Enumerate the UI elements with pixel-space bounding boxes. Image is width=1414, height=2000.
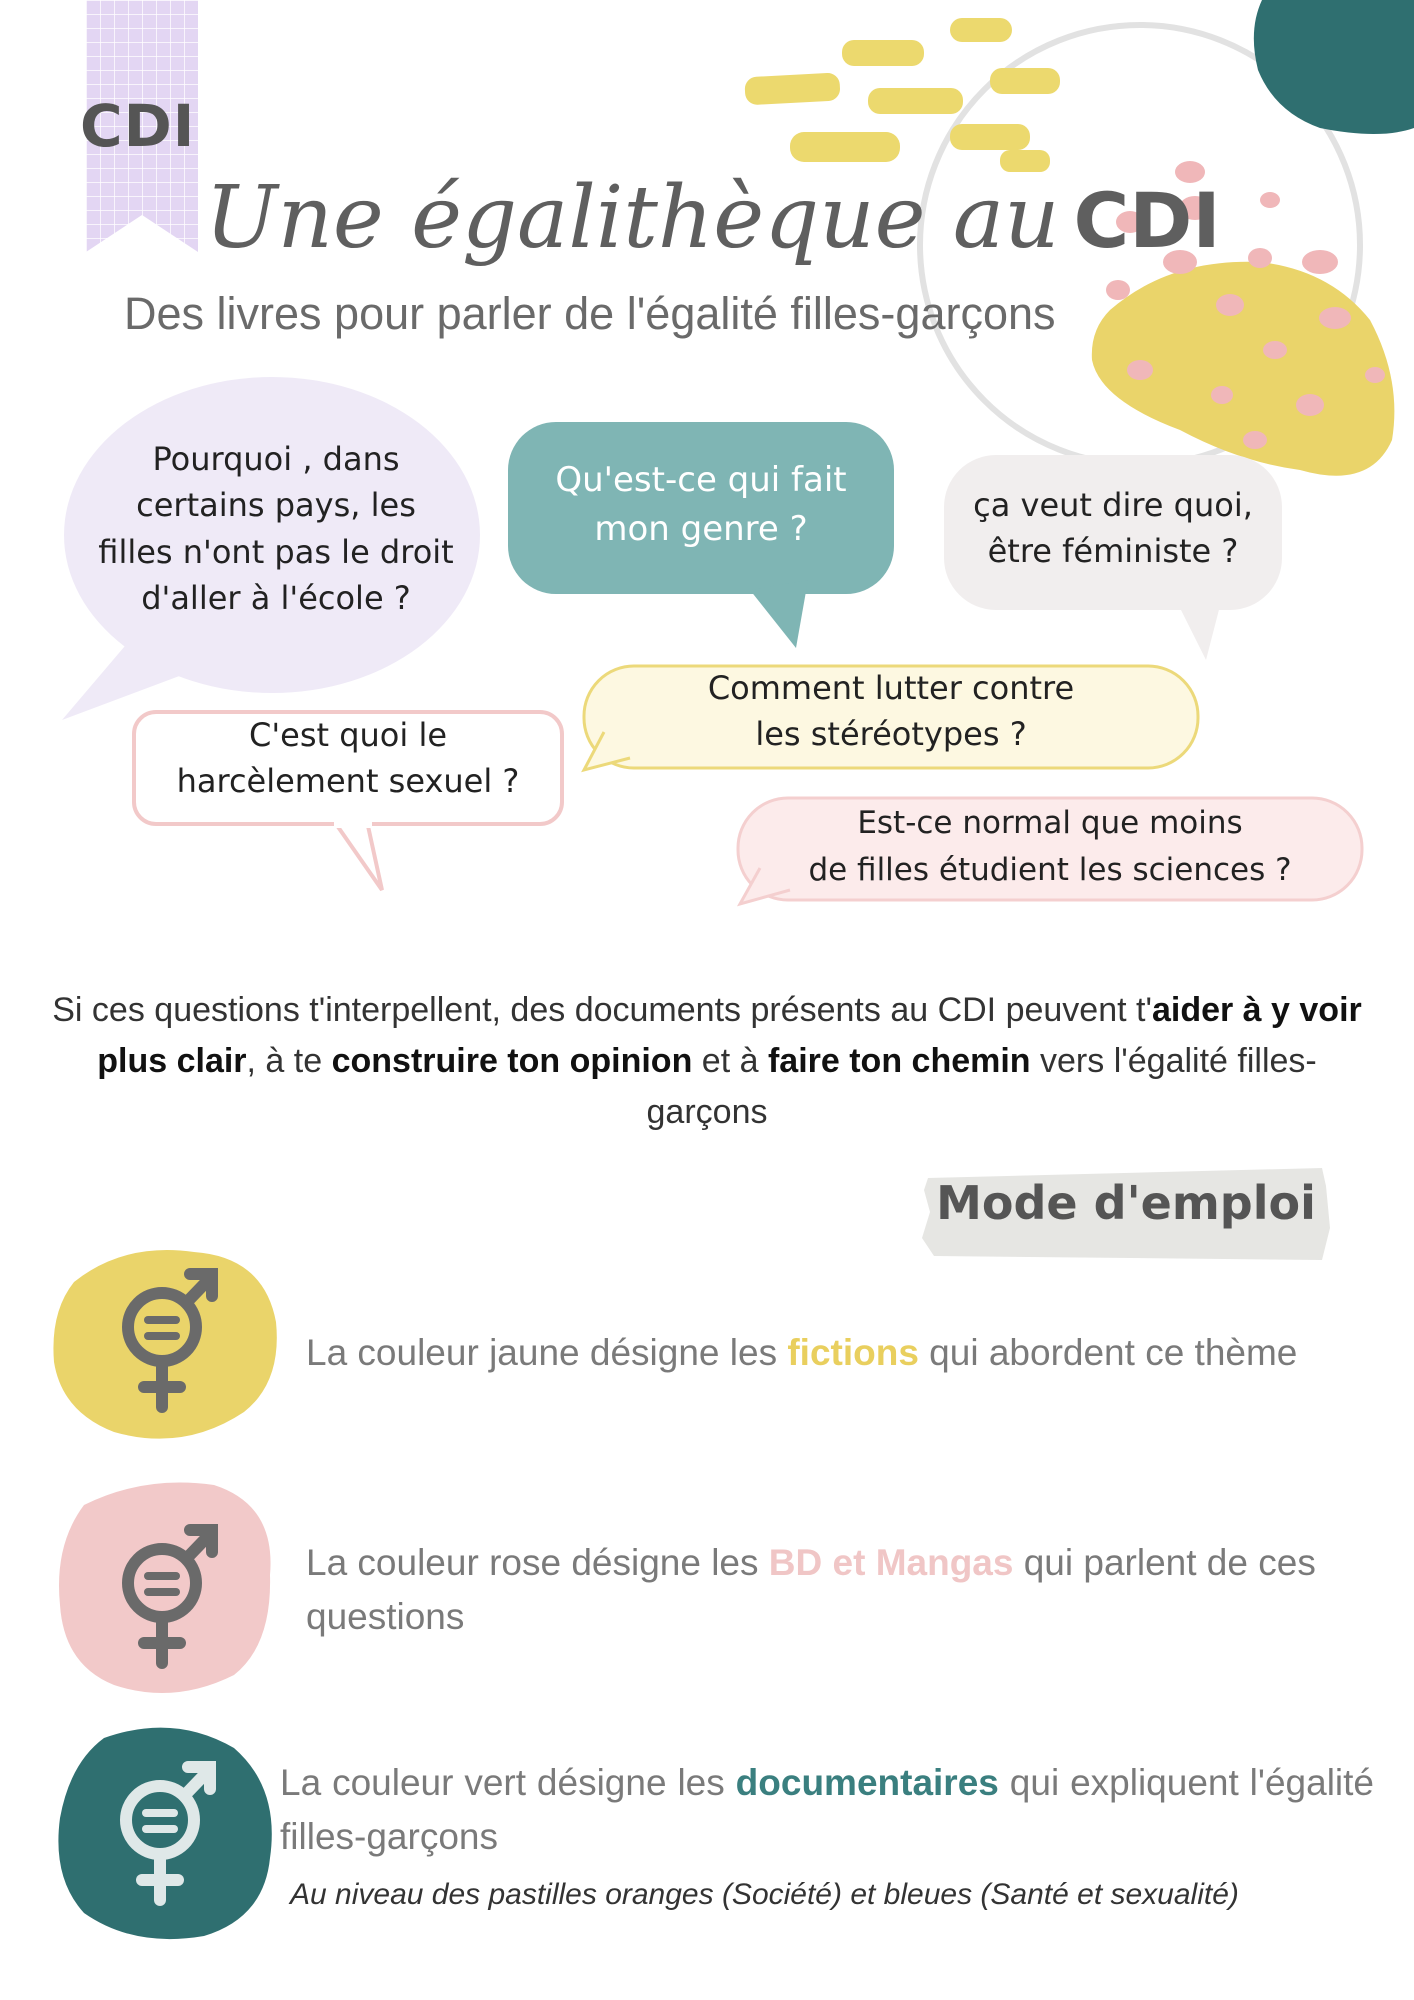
legend-icon-teal	[44, 1708, 284, 1948]
legend-highlight: BD et Mangas	[768, 1542, 1014, 1583]
legend-note: Au niveau des pastilles oranges (Société) et bleues (Santé et sexualité)	[290, 1878, 1239, 1911]
title-bold: CDI	[1073, 176, 1221, 265]
legend-text: La couleur vert désigne les	[280, 1762, 736, 1803]
question-line: harcèlement sexuel ?	[176, 762, 520, 801]
legend-text: La couleur rose désigne les	[306, 1542, 769, 1583]
question-line: ça veut dire quoi,	[973, 486, 1253, 524]
legend-fictions	[306, 1326, 1366, 1380]
legend-highlight: fictions	[787, 1332, 919, 1373]
legend-icon-yellow	[44, 1212, 284, 1452]
question-line: Pourquoi , dans	[152, 440, 400, 478]
question-line: d'aller à l'école ?	[141, 579, 411, 618]
mode-emploi-label: Mode d'emploi	[936, 1176, 1316, 1230]
question-6	[738, 800, 1362, 893]
legend-text: qui abordent ce thème	[918, 1332, 1298, 1373]
question-2	[508, 456, 894, 555]
ribbon-label: CDI	[80, 92, 196, 160]
question-line: Comment lutter contre	[707, 669, 1075, 707]
question-3	[944, 482, 1282, 575]
intro-emphasis: construire ton opinion	[331, 1042, 693, 1080]
legend-documentaires	[280, 1756, 1374, 1863]
question-line: mon genre ?	[594, 509, 808, 550]
intro-text: et à	[692, 1042, 768, 1080]
legend-text: qui parlent de ces questions	[306, 1542, 1316, 1637]
legend-icon-pink	[44, 1465, 284, 1705]
legend-text: La couleur jaune désigne les	[306, 1332, 788, 1373]
page-subtitle: Des livres pour parler de l'égalité filles-garçons	[124, 288, 1056, 339]
intro-text: vers l'égalité filles-garçons	[646, 1042, 1317, 1131]
intro-text: Si ces questions t'interpellent, des documents présents au CDI peuvent t'	[52, 991, 1152, 1029]
question-line: être féministe ?	[987, 532, 1239, 571]
question-4	[134, 712, 562, 805]
question-5	[584, 665, 1198, 758]
question-line: Est-ce normal que moins	[857, 805, 1243, 841]
intro-emphasis: aider à y voir plus clair	[97, 991, 1362, 1080]
intro-text: , à te	[246, 1042, 332, 1080]
question-line: Qu'est-ce qui fait	[555, 460, 847, 500]
question-line: de filles étudient les sciences ?	[808, 851, 1292, 888]
question-line: C'est quoi le	[248, 716, 448, 754]
legend-text: qui expliquent l'égalité filles-garçons	[280, 1762, 1374, 1857]
question-line: filles n'ont pas le droit	[98, 532, 454, 571]
question-line: les stéréotypes ?	[755, 715, 1027, 754]
question-1	[76, 436, 476, 622]
title-script: Une égalithèque au	[205, 168, 1060, 268]
intro-paragraph	[40, 985, 1374, 1138]
question-line: certains pays, les	[136, 486, 416, 525]
legend-bd-mangas	[306, 1536, 1366, 1643]
legend-highlight: documentaires	[735, 1762, 999, 1803]
intro-emphasis: faire ton chemin	[767, 1042, 1031, 1080]
